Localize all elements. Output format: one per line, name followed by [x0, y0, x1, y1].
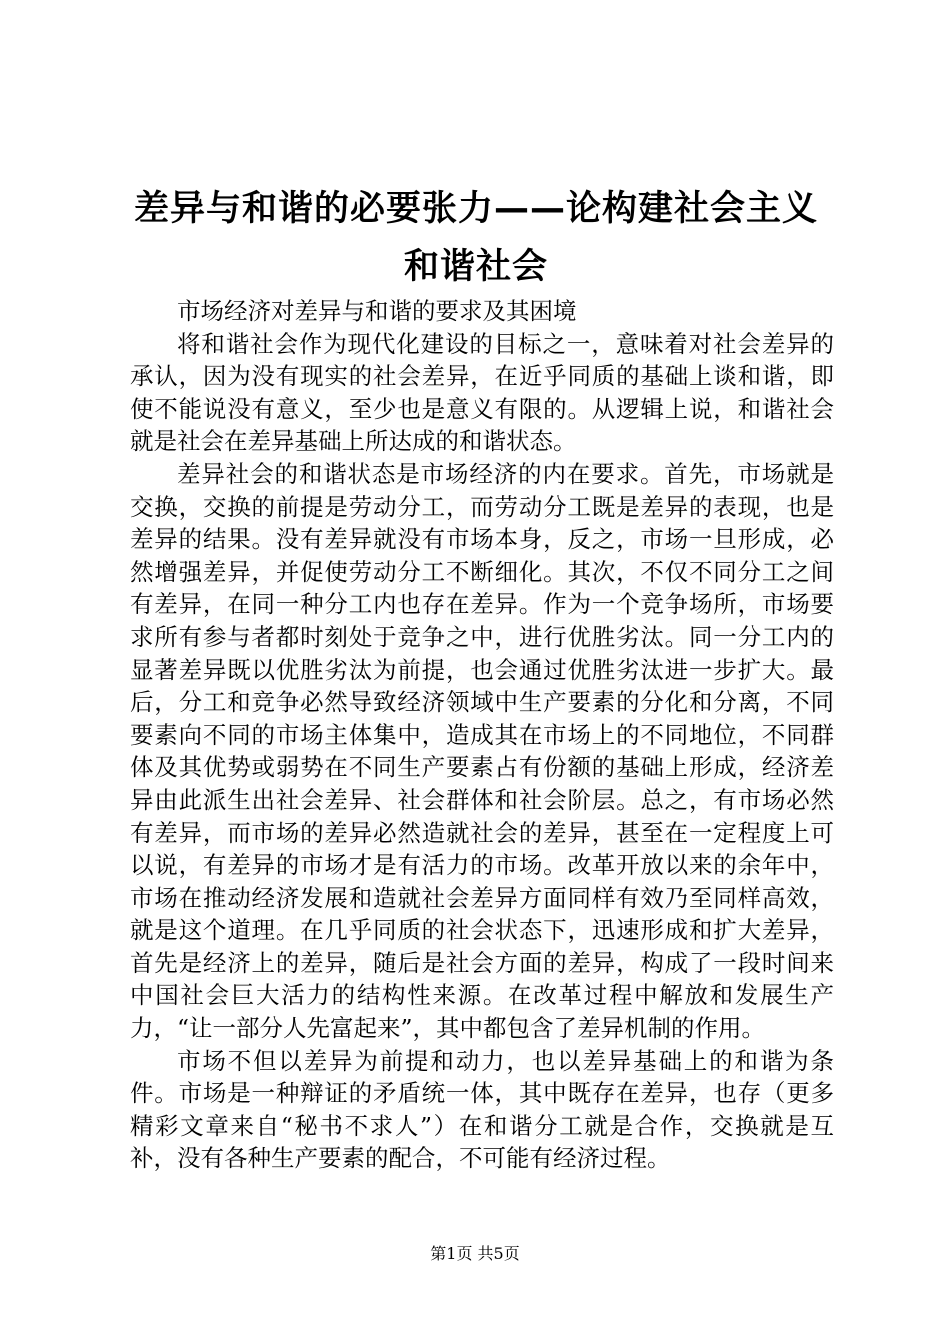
document-title: 差异与和谐的必要张力——论构建社会主义和谐社会 [133, 189, 818, 287]
paragraph-1: 将和谐社会作为现代化建设的目标之一，意味着对社会差异的承认，因为没有现实的社会差异，在近乎同质的基础上谈和谐，即使不能说没有意义，至少也是意义有限的。从逻辑上说，和谐社会就是社会在差异基础上所达成的和谐状态。 [130, 329, 834, 456]
paragraph-2: 差异社会的和谐状态是市场经济的内在要求。首先，市场就是交换，交换的前提是劳动分工，而劳动分工既是差异的表现，也是差异的结果。没有差异就没有市场本身，反之，市场一旦形成，必然增强差异，并促使劳动分工不断细化。其次，不仅不同分工之间有差异，在同一种分工内也存在差异。作为一个竞争场所，市场要求所有参与者都时刻处于竞争之中，进行优胜劣汰。同一分工内的显著差异既以优胜劣汰为前提，也会通过优胜劣汰进一步扩大。最后，分工和竞争必然导致经济领域中生产要素的分化和分离，不同要素向不同的市场主体集中，造成其在市场上的不同地位，不同群体及其优势或弱势在不同生产要素占有份额的基础上形成，经济差异由此派生出社会差异、社会群体和社会阶层。总之，有市场必然有差异，而市场的差异必然造就社会的差异，甚至在一定程度上可以说，有差异的市场才是有活力的市场。改革开放以来的余年中，市场在推动经济发展和造就社会差异方面同样有效乃至同样高效，就是这个道理。在几乎同质的社会状态下，迅速形成和扩大差异，首先是经济上的差异，随后是社会方面的差异，构成了一段时间来中国社会巨大活力的结构性来源。在改革过程中解放和发展生产力，“让一部分人先富起来”，其中都包含了差异机制的作用。 [130, 459, 834, 1043]
section-heading: 市场经济对差异与和谐的要求及其困境 [177, 297, 577, 325]
document-body [130, 295, 834, 1175]
paragraph-3: 市场不但以差异为前提和动力，也以差异基础上的和谐为条件。市场是一种辩证的矛盾统一体，其中既存在差异，也存（更多精彩文章来自“秘书不求人”）在和谐分工就是合作，交换就是互补，没有各种生产要素的配合，不可能有经济过程。 [130, 1046, 834, 1173]
page-footer: 第1页 共5页 [430, 1244, 520, 1263]
